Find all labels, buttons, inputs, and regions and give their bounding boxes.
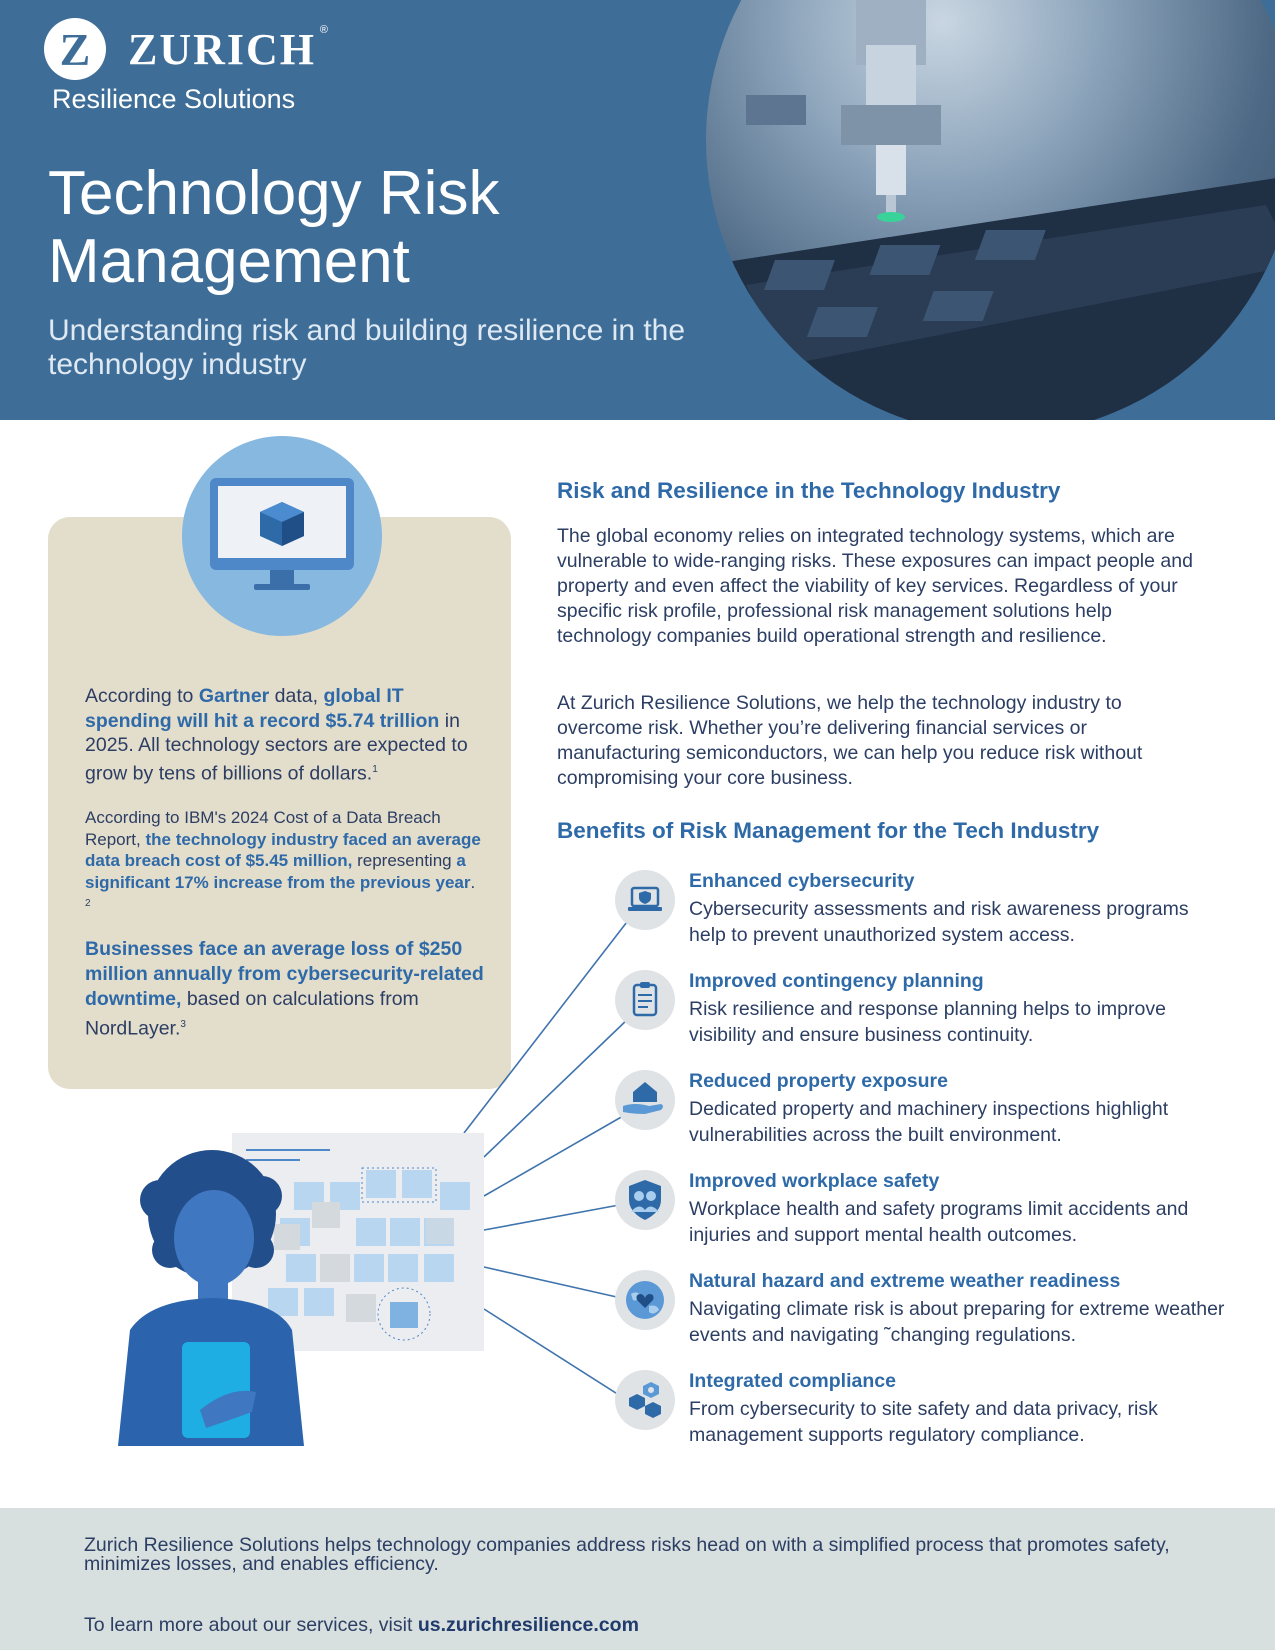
footnote-ref-1: 1 xyxy=(372,763,378,775)
benefit-cybersecurity xyxy=(615,870,1220,950)
benefit-description: Workplace health and safety programs limit accidents and injuries and support mental health outcomes. xyxy=(689,1198,1189,1246)
footnote-ref-3: 3 xyxy=(180,1019,186,1030)
footer-band xyxy=(0,1508,1275,1650)
brand-name: ZURICH ® xyxy=(128,23,331,74)
benefit-description: Navigating climate risk is about preparing for extreme weather events and navigating ˜changing regulations. xyxy=(689,1298,1225,1346)
page-title: Technology Risk Management xyxy=(48,159,500,296)
benefit-title: Integrated compliance xyxy=(689,1370,896,1392)
clipboard-checklist-icon xyxy=(615,970,675,1030)
hand-house-icon xyxy=(615,1070,675,1130)
benefit-title: Enhanced cybersecurity xyxy=(689,870,915,892)
section-heading-risk-resilience: Risk and Resilience in the Technology Industry xyxy=(557,478,1061,503)
downtime-loss-stat: Businesses face an average loss of $250 million annually from cybersecurity-related downtime, based on calculations from NordLayer.$^3$ xyxy=(85,938,484,1040)
ibm-breach-stat: According to IBM's 2024 Cost of a Data Breach Report, the technology industry faced an average data breach cost of $5.45 million, representing a significant 17% increase from the previous year. $^2$ xyxy=(85,808,481,909)
gartner-stat: According to Gartner data, global IT spending will hit a record $5.74 trillion in 2025. All technology sectors are expected to grow by tens of billions of dollars.$^1$ xyxy=(85,685,468,784)
benefit-title: Reduced property exposure xyxy=(689,1070,948,1092)
compliance-gears-icon xyxy=(615,1370,675,1430)
people-shield-icon xyxy=(615,1170,675,1230)
benefit-title: Improved contingency planning xyxy=(689,970,984,992)
brand-subtitle: Resilience Solutions xyxy=(52,84,296,114)
downtime-loss-highlight: Businesses face an average loss of $250 million annually from cybersecurity-related downtime, xyxy=(85,938,484,1010)
page-subtitle: Understanding risk and building resilience in the technology industry xyxy=(48,314,686,381)
benefit-description: Risk resilience and response planning helps to improve visibility and ensure business continuity. xyxy=(689,998,1166,1046)
intro-paragraph-2: At Zurich Resilience Solutions, we help the technology industry to overcome risk. Whether you’re delivering financial services or manufacturing semiconductors, we can help you reduce risk without compromising your core business. xyxy=(557,692,1143,789)
benefit-integrated-compliance xyxy=(615,1370,1220,1450)
footer-cta: To learn more about our services, visit us.zurichresilience.com xyxy=(84,1614,639,1636)
benefit-description: Dedicated property and machinery inspections highlight vulnerabilities across the built environment. xyxy=(689,1098,1169,1146)
gartner-source: Gartner xyxy=(198,685,270,707)
laptop-shield-icon xyxy=(615,870,675,930)
website-link[interactable]: us.zurichresilience.com xyxy=(417,1614,639,1636)
it-spending-highlight: global IT spending will hit a record $5.74 trillion xyxy=(85,685,440,732)
footer-summary: Zurich Resilience Solutions helps technology companies address risks head on with a simplified process that promotes safety, minimizes losses, and enables efficiency. xyxy=(84,1534,1170,1575)
zurich-z-icon: Z xyxy=(44,18,106,80)
section-heading-benefits: Benefits of Risk Management for the Tech Industry xyxy=(557,818,1100,843)
benefit-description: From cybersecurity to site safety and data privacy, risk management supports regulatory compliance. xyxy=(689,1398,1158,1446)
benefit-description: Cybersecurity assessments and risk awareness programs help to prevent unauthorized system access. xyxy=(689,898,1189,946)
benefit-property-exposure xyxy=(615,1070,1220,1150)
intro-paragraph-1: The global economy relies on integrated technology systems, which are vulnerable to wide-ranging risks. These exposures can impact people and property and even affect the viability of key services. Regardless of your specific risk profile, professional risk management solutions help technology companies build operational strength and resilience. xyxy=(557,525,1193,647)
globe-heart-icon xyxy=(615,1270,675,1330)
benefit-title: Natural hazard and extreme weather readiness xyxy=(689,1270,1121,1292)
connector-lines xyxy=(464,918,630,1402)
footnote-ref-2: 2 xyxy=(85,898,91,909)
benefit-contingency-planning xyxy=(615,970,1220,1050)
benefit-natural-hazard xyxy=(615,1270,1225,1350)
benefit-workplace-safety xyxy=(615,1170,1220,1250)
breach-increase-highlight: a significant 17% increase from the previous year xyxy=(85,851,471,892)
breach-cost-highlight: the technology industry faced an average data breach cost of $5.45 million, xyxy=(85,829,481,870)
registered-mark: ® xyxy=(319,23,331,36)
benefit-title: Improved workplace safety xyxy=(689,1170,940,1192)
